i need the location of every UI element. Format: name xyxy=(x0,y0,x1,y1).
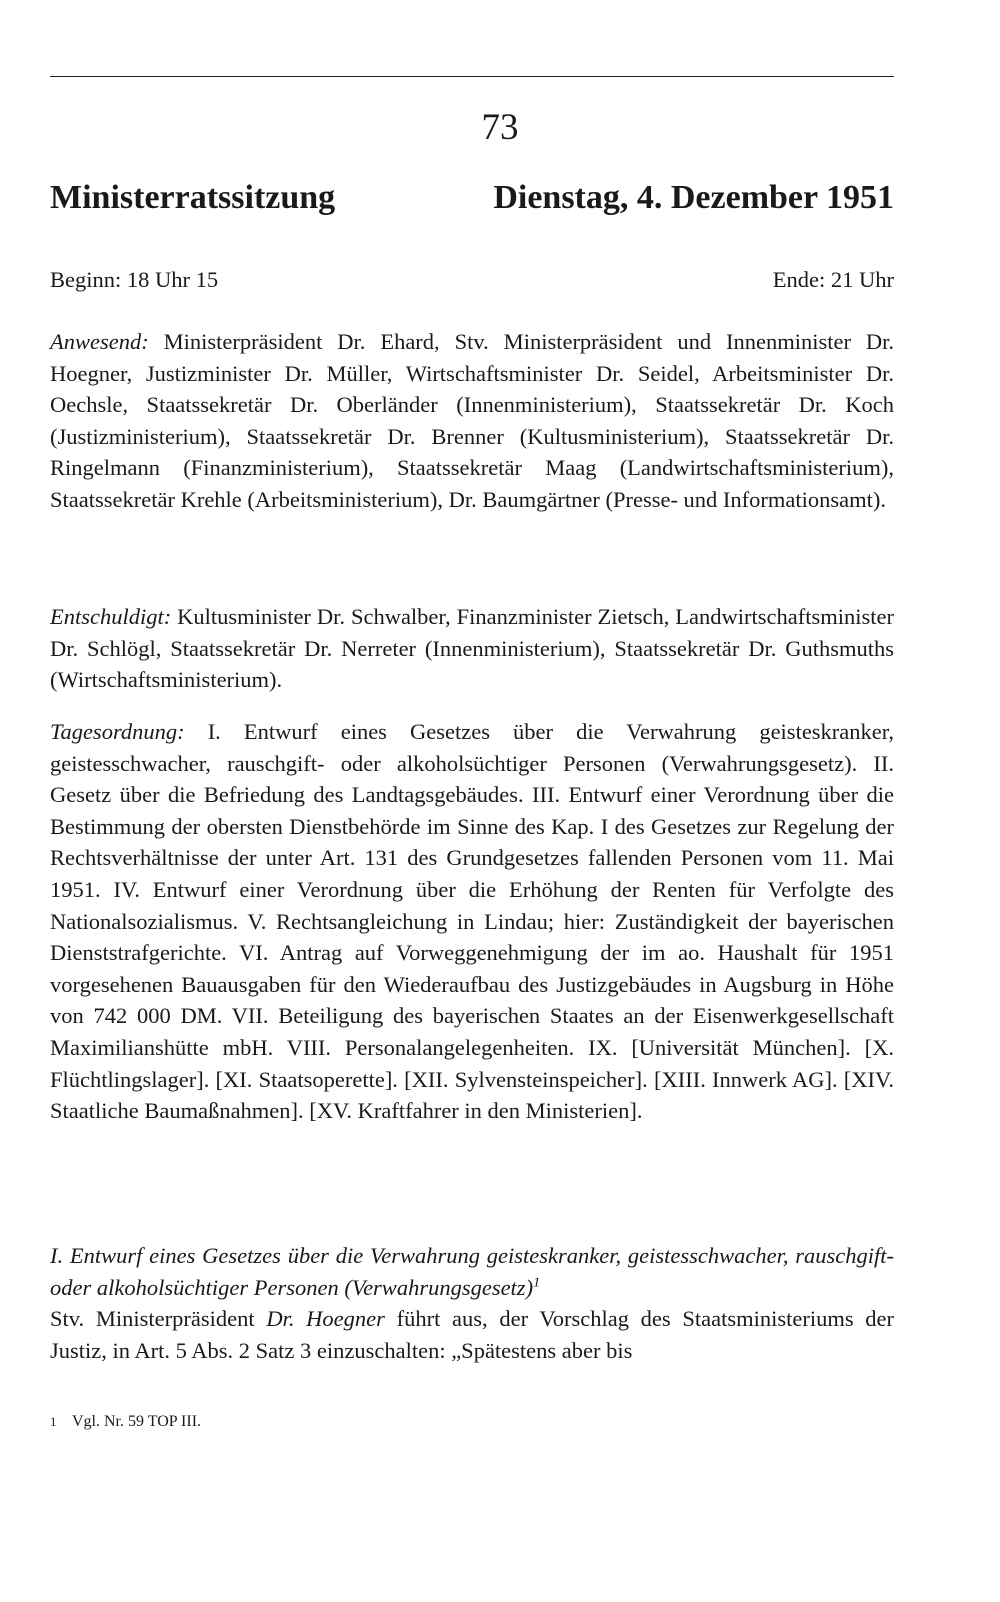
end-time: Ende: 21 Uhr xyxy=(772,267,894,292)
footnote xyxy=(50,1412,201,1432)
section-heading-text: I. Entwurf eines Gesetzes über die Verwahrung geisteskranker, geistesschwacher, rauschgift- oder alkoholsüchtiger Personen (Verwahrungsgesetz) xyxy=(50,1243,894,1300)
section-body-name: Dr. Hoegner xyxy=(266,1306,385,1331)
section-heading xyxy=(50,1240,894,1303)
excused-label: Entschuldigt: xyxy=(50,604,172,629)
document-date: Dienstag, 4. Dezember 1951 xyxy=(493,179,894,216)
excused-paragraph xyxy=(50,601,894,696)
section-body xyxy=(50,1303,894,1366)
agenda-label: Tagesordnung: xyxy=(50,719,185,744)
footnote-number: 1 xyxy=(50,1414,57,1429)
footnote-reference: 1 xyxy=(533,1275,541,1291)
header-rule xyxy=(50,76,894,77)
agenda-paragraph xyxy=(50,716,894,1127)
page-number: 73 xyxy=(481,107,519,148)
section-body-post: führt aus, der Vorschlag des Staatsministeriums der Justiz, in Art. 5 Abs. 2 Satz 3 einzuschalten: „Spätestens aber bis xyxy=(50,1306,895,1363)
begin-time: Beginn: 18 Uhr 15 xyxy=(50,267,219,292)
time-row xyxy=(50,265,894,295)
footnote-text: Vgl. Nr. 59 TOP III. xyxy=(72,1413,202,1430)
document-title: Ministerratssitzung xyxy=(50,179,336,216)
section-body-pre: Stv. Ministerpräsident xyxy=(50,1306,267,1331)
excused-text: Kultusminister Dr. Schwalber, Finanzminister Zietsch, Landwirtschaftsminister Dr. Schlögl, Staatssekretär Dr. Nerreter (Innenministerium), Staatssekretär Dr. Guthsmuths (Wirtschaftsministerium). xyxy=(50,604,894,693)
attendees-paragraph xyxy=(50,326,894,516)
title-row xyxy=(50,178,894,218)
agenda-text: I. Entwurf eines Gesetzes über die Verwahrung geisteskranker, geistesschwacher, rauschgift- oder alkoholsüchtiger Personen (Verwahrungsgesetz). II. Gesetz über die Befriedung des Landtagsgebäudes. III. Entwurf einer Verordnung über die Bestimmung der obersten Dienstbehörde im Sinne des Kap. I des Gesetzes zur Regelung der Rechtsverhältnisse der unter Art. 131 des Grundgesetzes fallenden Personen vom 11. Mai 1951. IV. Entwurf einer Verordnung über die Erhöhung der Renten für Verfolgte des Nationalsozialismus. V. Rechtsangleichung in Lindau; hier: Zuständigkeit der bayerischen Dienststrafgerichte. VI. Antrag auf Vorweggenehmigung der im ao. Haushalt für 1951 vorgesehenen Bauausgaben für den Wiederaufbau des Justizgebäudes in Augsburg in Höhe von 742 000 DM. VII. Beteiligung des bayerischen Staates an der Eisenwerkgesellschaft Maximilianshütte mbH. VIII. Personalangelegenheiten. IX. [Universität München]. [X. Flüchtlingslager]. [XI. Staatsoperette]. [XII. Sylvensteinspeicher]. [XIII. Innwerk AG]. [XIV. Staatliche Baumaßnahmen]. [XV. Kraftfahrer in den Ministerien]. xyxy=(50,719,894,1124)
attendees-text: Ministerpräsident Dr. Ehard, Stv. Ministerpräsident und Innenminister Dr. Hoegner, Justizminister Dr. Müller, Wirtschaftsminister Dr. Seidel, Arbeitsminister Dr. Oechsle, Staatssekretär Dr. Oberländer (Innenministerium), Staatssekretär Dr. Koch (Justizministerium), Staatssekretär Dr. Brenner (Kultusministerium), Staatssekretär Dr. Ringelmann (Finanzministerium), Staatssekretär Maag (Landwirtschaftsministerium), Staatssekretär Krehle (Arbeitsministerium), Dr. Baumgärtner (Presse- und Informationsamt). xyxy=(50,329,894,512)
attendees-label: Anwesend: xyxy=(50,329,149,354)
